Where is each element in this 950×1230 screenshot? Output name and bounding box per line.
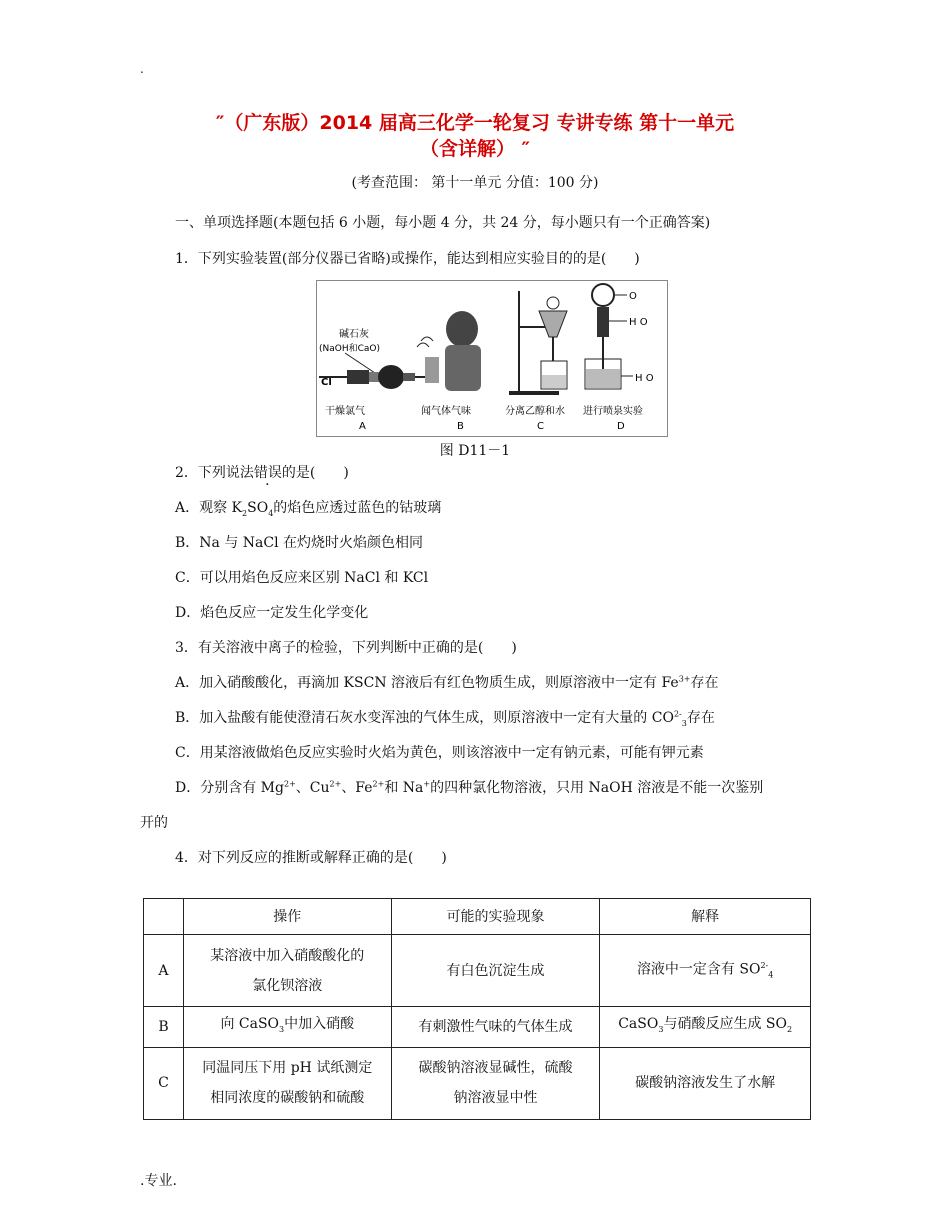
section-heading: 一、单项选择题(本题包括 6 小题，每小题 4 分，共 24 分，每小题只有一个正确答案) (175, 215, 711, 231)
table-row (144, 1007, 811, 1048)
fig-d-letter: D (617, 421, 625, 432)
row-label: C (144, 1047, 184, 1119)
question-1-stem: 1．下列实验装置(部分仪器已省略)或操作，能达到相应实验目的的是( ) (175, 251, 640, 267)
operation-cell: 同温同压下用 pH 试纸测定 相同浓度的碳酸钠和硫酸 (183, 1047, 391, 1119)
reaction-table (143, 898, 811, 1120)
question-3-option-b: B．加入盐酸有能使澄清石灰水变浑浊的气体生成，则原溶液中一定有大量的 $CO^{2-}_3$存在 (175, 709, 715, 728)
fig-c-caption: 分离乙醇和水 (505, 406, 565, 417)
explanation-cell: 碳酸钠溶液发生了水解 (600, 1047, 811, 1119)
row-label: A (144, 935, 184, 1007)
doc-title-line2: （含详解） ″ (419, 138, 531, 160)
question-4-stem: 4．对下列反应的推断或解释正确的是( ) (175, 850, 447, 866)
question-2-option-b: B．Na 与 NaCl 在灼烧时火焰颜色相同 (175, 535, 424, 551)
question-3-option-d-wrap: 开的 (140, 815, 168, 831)
table-row (144, 935, 811, 1007)
table-header-cell: 可能的实验现象 (391, 899, 600, 935)
fig-d-o2: O (629, 291, 637, 302)
fig-a-label-2: (NaOH和CaO) (319, 344, 381, 354)
figure-caption: 图 D11－1 (439, 443, 511, 459)
explanation-cell: CaSO$_3$与硝酸反应生成 $SO_2$ (600, 1007, 811, 1048)
fig-a-caption: 干燥氯气 (325, 406, 365, 417)
table-header-row (144, 899, 811, 935)
question-3-option-a: A．加入硝酸酸化，再滴加 KSCN 溶液后有红色物质生成，则原溶液中一定有 $Fe^{3+}$存在 (175, 674, 719, 691)
fig-a-letter: A (359, 421, 366, 432)
table-row (144, 1047, 811, 1119)
fig-c-letter: C (537, 421, 544, 432)
phenomenon-cell: 有白色沉淀生成 (391, 935, 600, 1007)
emphasis-text: 错误 (253, 465, 282, 481)
fig-a-label-1: 碱石灰 (339, 329, 369, 340)
doc-title-line1: ″（广东版）2014 届高三化学一轮复习 专讲专练 第十一单元 (215, 112, 735, 134)
fig-d-caption: 进行喷泉实验 (583, 406, 643, 417)
fig-d-h2o-top: H O (629, 317, 648, 328)
apparatus-figure (316, 280, 668, 437)
question-3-option-c: C．用某溶液做焰色反应实验时火焰为黄色，则该溶液中一定有钠元素，可能有钾元素 (175, 745, 704, 761)
operation-cell: 某溶液中加入硝酸酸化的 氯化钡溶液 (183, 935, 391, 1007)
fig-a-gas: Cl (321, 377, 332, 388)
table-header-cell (144, 899, 184, 935)
fig-b-letter: B (457, 421, 464, 432)
question-2-option-a: A．观察 $K_2SO_4$的焰色应透过蓝色的钴玻璃 (175, 500, 442, 518)
phenomenon-cell: 碳酸钠溶液显碱性，硫酸 钠溶液显中性 (391, 1047, 600, 1119)
page-footer: .专业. (140, 1173, 177, 1189)
fig-b-caption: 闻气体气味 (421, 406, 471, 417)
row-label: B (144, 1007, 184, 1048)
question-3-option-d: D．分别含有 $Mg^{2+}$、$Cu^{2+}$、$Fe^{2+}$和 Na+的四种氯化物溶液，只用 NaOH 溶液是不能一次鉴别 (175, 779, 764, 796)
top-mark: . (140, 62, 144, 76)
question-2-option-c: C．可以用焰色反应来区别 NaCl 和 KCl (175, 570, 429, 586)
phenomenon-cell: 有刺激性气味的气体生成 (391, 1007, 600, 1048)
question-3-stem: 3．有关溶液中离子的检验，下列判断中正确的是( ) (175, 640, 517, 656)
question-2-option-d: D．焰色反应一定发生化学变化 (175, 605, 369, 621)
apparatus-drawing (317, 281, 667, 436)
fig-d-h2o-bot: H O (635, 373, 654, 384)
question-2-stem: 2．下列说法错误的是( ) (175, 465, 349, 481)
table-header-cell: 解释 (600, 899, 811, 935)
exam-scope: (考查范围： 第十一单元 分值：100 分) (351, 175, 599, 191)
explanation-cell: 溶液中一定含有 $SO^{2-}_4$ (600, 935, 811, 1007)
table-header-cell: 操作 (183, 899, 391, 935)
operation-cell: 向 CaSO$_3$中加入硝酸 (183, 1007, 391, 1048)
